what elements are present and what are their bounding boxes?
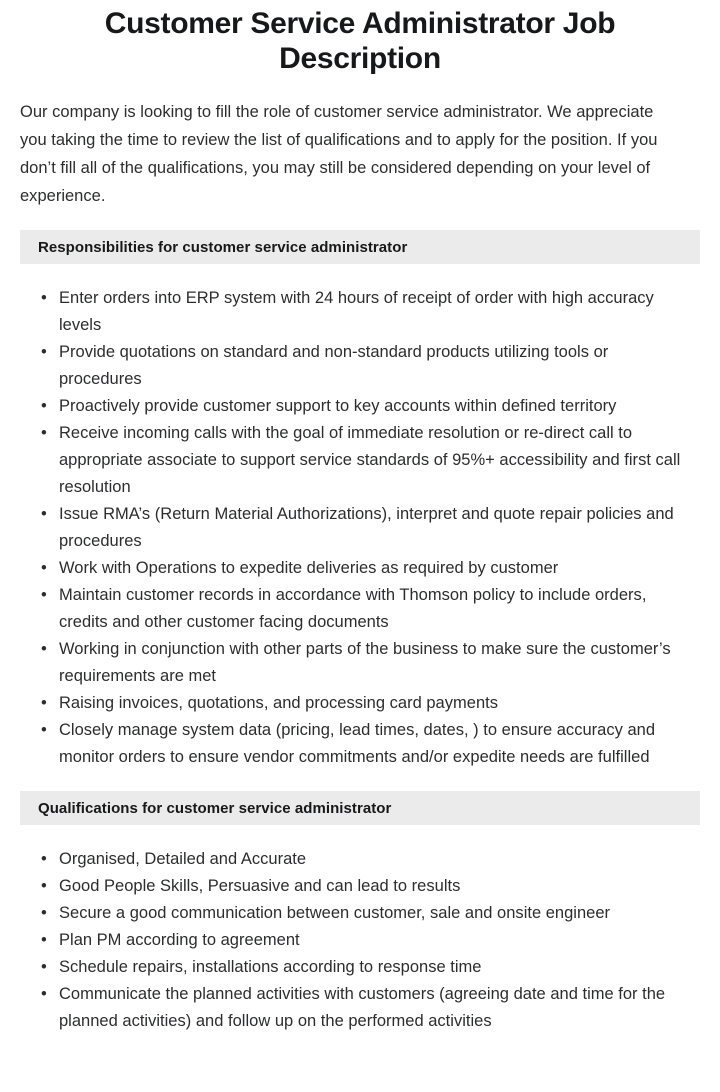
section-responsibilities <box>0 230 720 771</box>
list-item: • Secure a good communication between customer, sale and onsite engineer <box>0 900 720 927</box>
list-item: • Maintain customer records in accordance with Thomson policy to include orders, credits and other customer facing documents <box>0 582 720 636</box>
list-item: • Closely manage system data (pricing, lead times, dates, ) to ensure accuracy and monitor orders to ensure vendor commitments and/or expedite needs are fulfilled <box>0 717 720 771</box>
responsibilities-list <box>0 264 720 771</box>
list-item: • Schedule repairs, installations according to response time <box>0 954 720 981</box>
list-item: • Issue RMA’s (Return Material Authorizations), interpret and quote repair policies and procedures <box>0 501 720 555</box>
section-header-label: Responsibilities for customer service administrator <box>38 238 408 256</box>
list-item: • Organised, Detailed and Accurate <box>0 846 720 873</box>
list-item: • Good People Skills, Persuasive and can lead to results <box>0 873 720 900</box>
section-qualifications <box>0 791 720 1035</box>
section-header-qualifications <box>20 791 700 825</box>
list-item: • Work with Operations to expedite deliveries as required by customer <box>0 555 720 582</box>
list-item: • Working in conjunction with other parts of the business to make sure the customer’s requirements are met <box>0 636 720 690</box>
list-item: • Enter orders into ERP system with 24 hours of receipt of order with high accuracy levels <box>0 285 720 339</box>
qualifications-list <box>0 825 720 1035</box>
intro-paragraph: Our company is looking to fill the role of customer service administrator. We appreciate you taking the time to review the list of qualifications and to apply for the position. If you don’t fill all of the qualifications, you may still be considered depending on your level of experience. <box>20 103 658 205</box>
page-bottom-spacer <box>0 1035 720 1069</box>
section-header-label: Qualifications for customer service administrator <box>38 799 392 817</box>
list-item: • Provide quotations on standard and non-standard products utilizing tools or procedures <box>0 339 720 393</box>
list-item: • Plan PM according to agreement <box>0 927 720 954</box>
section-header-responsibilities <box>20 230 700 264</box>
list-item: • Raising invoices, quotations, and processing card payments <box>0 690 720 717</box>
list-item: • Communicate the planned activities with customers (agreeing date and time for the planned activities) and follow up on the performed activities <box>0 981 720 1035</box>
list-item: • Proactively provide customer support to key accounts within defined territory <box>0 393 720 420</box>
page-title: Customer Service Administrator Job Description <box>104 7 616 75</box>
list-item: • Receive incoming calls with the goal of immediate resolution or re-direct call to appropriate associate to support service standards of 95%+ accessibility and first call resolution <box>0 420 720 501</box>
